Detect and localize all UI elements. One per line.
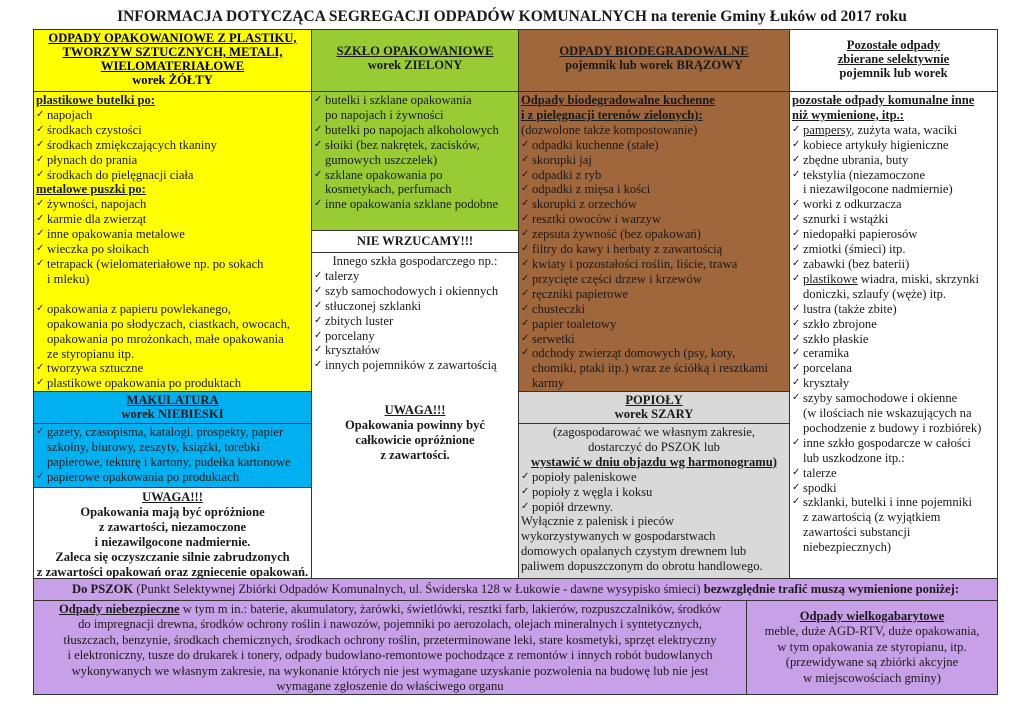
list-item-cont: opakowania po mrożonkach, małe opakowania <box>47 331 284 346</box>
blue-header-title: MAKULATURA <box>126 393 219 407</box>
list-item: ✓ skorupki jaj <box>521 153 787 168</box>
pszok-label: Do PSZOK <box>71 582 134 596</box>
grey-note: wykorzystywanych w gospodarstwach <box>521 529 716 544</box>
list-item-cont: pochodzenie z budowy i rozbiórek) <box>803 420 982 435</box>
brown-header <box>518 29 790 92</box>
list-item: ✓ kwiaty i pozostałości roślin, liście, trawa <box>521 257 787 272</box>
list-item: ✓ inne opakowania szklane podobne <box>314 197 516 212</box>
warning-line: z zawartości opakowań oraz zgniecenie opakowań. <box>36 564 309 579</box>
grey-intro-bold: wystawić w dniu objazdu wg harmonogramu) <box>531 454 777 469</box>
hazard-first-line <box>37 602 743 617</box>
grey-intro: (zagospodarować we własnym zakresie, <box>552 425 756 439</box>
list-item <box>792 272 995 287</box>
list-item: ✓ innych pojemników z zawartością <box>314 358 516 373</box>
list-item: ✓ resztki owoców i warzyw <box>521 212 787 227</box>
list-item-cont: opakowania po słodyczach, ciastkach, owocach, <box>47 316 291 331</box>
blue-header <box>33 391 312 424</box>
warning-line: Opakowania mają być opróżnione <box>80 504 265 519</box>
warning-title: UWAGA!!! <box>142 490 203 504</box>
yellow-header <box>33 29 312 92</box>
grey-header <box>518 391 790 424</box>
hazard-line: wykonywanych we własnym zakresie, na wykonanie których nie jest wymagane uzyskanie pozwolenia na budowę lub nie jest <box>71 663 709 678</box>
list-item: ✓ papierowe opakowania po produktach <box>36 470 309 485</box>
list-item: ✓ wieczka po słoikach <box>36 242 309 257</box>
list-item: ✓ opakowania z papieru powlekanego, <box>36 302 309 317</box>
list-item-cont: i mleku) <box>47 271 90 286</box>
warning-line: i niezawilgocone nadmiernie. <box>94 534 251 549</box>
list-item-cont: po napojach i żywności <box>325 107 444 122</box>
list-item-rest: , zużyta wata, waciki <box>851 122 958 137</box>
list-item: ✓ szklane opakowania po <box>314 168 516 183</box>
hazard-label: Odpady niebezpieczne <box>58 602 180 616</box>
other-header-title: zbierane selektywnie <box>837 52 950 66</box>
list-item: ✓ plastikowe opakowania po produktach <box>36 376 309 391</box>
green-content <box>311 91 519 231</box>
list-item: ✓ papier toaletowy <box>521 317 787 332</box>
bulky-cell <box>746 600 998 695</box>
list-item: ✓ butelki i szklane opakowania <box>314 93 516 108</box>
list-item: ✓ przycięte części drzew i krzewów <box>521 272 787 287</box>
brown-bag-label: pojemnik lub worek BRĄZOWY <box>565 58 743 72</box>
list-item-underlined: plastikowe <box>803 271 858 286</box>
brown-content <box>518 91 790 392</box>
other-section-text: ozostałe odpady komunalne inne <box>799 93 975 107</box>
list-item-cont: szkolny, biurowy, zeszyty, książki, torebki <box>47 439 260 454</box>
list-item: ✓ zbitych luster <box>314 314 516 329</box>
list-item: ✓ żywności, napojach <box>36 197 309 212</box>
green-bag-label: worek ZIELONY <box>367 58 463 72</box>
list-item: ✓ odchody zwierząt domowych (psy, koty, <box>521 346 787 361</box>
list-item-rest: wiadra, miski, skrzynki <box>857 271 979 286</box>
bulky-title: Odpady wielkogabarytowe <box>799 609 945 623</box>
pszok-row <box>33 578 998 601</box>
list-item: ✓ płynach do prania <box>36 153 309 168</box>
brown-intro: (dozwolone także kompostowanie) <box>521 122 698 137</box>
hazard-text: w tym m in.: baterie, akumulatory, żarówki, świetlówki, resztki farb, lakierów, rozpuszczalników, środków <box>179 602 722 616</box>
grey-note: paliwem dopuszczonym do obrotu handlowego. <box>521 559 763 574</box>
list-item: ✓ gazety, czasopisma, katalogi, prospekty, papier <box>36 425 309 440</box>
blue-content <box>33 423 312 488</box>
list-item: ✓ porcelany <box>314 329 516 344</box>
list-item: ✓ kobiece artykuły higieniczne <box>792 138 995 153</box>
list-item: ✓ niedopałki papierosów <box>792 227 995 242</box>
list-item: ✓ stłuczonej szklanki <box>314 299 516 314</box>
list-item: ✓ skorupki z orzechów <box>521 197 787 212</box>
other-section-first: p <box>792 93 800 107</box>
not-glass-content <box>311 252 519 579</box>
other-content <box>789 91 998 579</box>
list-item: ✓ odpadki z ryb <box>521 168 787 183</box>
warning-title: UWAGA!!! <box>384 403 446 418</box>
list-item: ✓ porcelana <box>792 361 995 376</box>
bulky-line: (przewidywane są zbiórki akcyjne <box>785 655 959 670</box>
list-item: ✓ słoiki (bez nakrętek, zacisków, <box>314 138 516 153</box>
hazard-cell <box>33 600 747 695</box>
warning-line: z zawartości, niezamoczone <box>98 519 247 534</box>
list-item-underlined: pampersy <box>803 122 852 137</box>
list-item: ✓ chusteczki <box>521 302 787 317</box>
warning-line: Zaleca się oczyszczanie silnie zabrudzonych <box>55 549 290 564</box>
list-item: ✓ odpadki z mięsa i kości <box>521 182 787 197</box>
list-item-cont: kosmetykach, perfumach <box>325 182 452 197</box>
brown-header-title: ODPADY BIODEGRADOWALNE <box>559 44 749 58</box>
other-section: niż wymienione, itp.: <box>792 107 904 122</box>
bulky-line: w miejscowościach gminy) <box>803 670 941 685</box>
grey-intro: dostarczyć do PSZOK lub <box>588 439 720 454</box>
green-header <box>311 29 519 92</box>
list-item-cont: (w ilościach nie wskazujących na <box>803 406 972 421</box>
grey-note: Wyłącznie z palenisk i pieców <box>521 514 675 529</box>
list-item: ✓ kryształów <box>314 343 516 358</box>
list-item: ✓ ceramika <box>792 346 995 361</box>
list-item: ✓ szklanki, butelki i inne pojemniki <box>792 495 995 510</box>
list-item: ✓ zmiotki (śmieci) itp. <box>792 242 995 257</box>
brown-section: i z pielęgnacji terenów zielonych): <box>521 107 703 122</box>
hazard-line: do impregnacji drewna, środków ochrony roślin i nawozów, pojemniki po aerozolach, olejach mineralnych i syntetycznych, <box>78 617 702 632</box>
list-item-cont: niebezpiecznych) <box>803 540 892 555</box>
warning-line: Opakowania powinny być <box>345 418 485 433</box>
list-item: ✓ spodki <box>792 481 995 496</box>
list-item: ✓ środkach do pielęgnacji ciała <box>36 168 309 183</box>
not-glass-intro: Innego szkła gospodarczego np.: <box>332 254 498 268</box>
page-title: INFORMACJA DOTYCZĄCA SEGREGACJI ODPADÓW KOMUNALNYCH na terenie Gminy Łuków od 2017 roku <box>117 8 907 25</box>
list-item: ✓ serwetki <box>521 332 787 347</box>
list-item: ✓ zepsuta żywność (bez opakowań) <box>521 227 787 242</box>
list-item: ✓ popioły z węgla i koksu <box>521 485 787 500</box>
list-item-cont: ze styropianu itp. <box>47 346 135 361</box>
list-item: ✓ inne opakowania metalowe <box>36 227 309 242</box>
list-item: ✓ kryształy <box>792 376 995 391</box>
list-item: ✓ szyb samochodowych i okiennych <box>314 284 516 299</box>
list-item: ✓ tworzywa sztuczne <box>36 361 309 376</box>
list-item: ✓ zbędne ubrania, buty <box>792 153 995 168</box>
list-item: ✓ lustra (także zbite) <box>792 302 995 317</box>
other-header <box>789 29 998 92</box>
list-item <box>792 123 995 138</box>
list-item-cont: i niezawilgocone nadmiernie) <box>803 182 953 197</box>
list-item: ✓ talerze <box>792 466 995 481</box>
grey-bag-label: worek SZARY <box>614 407 694 421</box>
other-header-title: Pozostałe odpady <box>846 38 941 52</box>
list-item-cont: chomiki, ptaki itp.) wraz ze ściółką i resztkami <box>532 361 769 376</box>
yellow-header-line: TWORZYW SZTUCZNYCH, METALI, <box>62 45 283 59</box>
list-item: ✓ tekstylia (niezamoczone <box>792 168 995 183</box>
warning-line: całkowicie opróżnione <box>355 433 475 448</box>
list-item: ✓ środkach zmiękczających tkaniny <box>36 138 309 153</box>
list-item: ✓ inne szkło gospodarcze w całości <box>792 436 995 451</box>
list-item-cont: z zawartością (z wyjątkiem <box>803 510 941 525</box>
list-item: ✓ odpadki kuchenne (stałe) <box>521 138 787 153</box>
list-item: ✓ karmie dla zwierząt <box>36 212 309 227</box>
hazard-line: tłuszczach, benzynie, środkach chemicznych, środkach ochrony roślin, przeterminowane leki, stare kosmetyki, sprzęt elektryczny <box>63 632 717 647</box>
yellow-content <box>33 91 312 392</box>
list-item: ✓ talerzy <box>314 269 516 284</box>
list-item: ✓ napojach <box>36 108 309 123</box>
list-item: ✓ szkło zbrojone <box>792 317 995 332</box>
list-item: ✓ butelki po napojach alkoholowych <box>314 123 516 138</box>
list-item: ✓ środkach czystości <box>36 123 309 138</box>
grey-note: domowych opalanych czystym drewnem lub <box>521 544 747 559</box>
pszok-emphasis: bezwzględnie trafić muszą wymienione poniżej: <box>703 582 960 596</box>
list-item-cont: doniczki, szlaufy (węże) itp. <box>803 286 947 301</box>
hazard-line: wymagane zgłoszenie do właściwego organu <box>276 679 504 694</box>
list-item: ✓ popiół drzewny. <box>521 500 787 515</box>
list-item: ✓ szkło płaskie <box>792 332 995 347</box>
bulky-line: w tym opakowania ze styropianu, itp. <box>777 639 967 654</box>
list-item: ✓ worki z odkurzacza <box>792 197 995 212</box>
list-item: ✓ ręczniki papierowe <box>521 287 787 302</box>
yellow-section-bottles: plastikowe butelki po: <box>36 93 155 107</box>
yellow-header-line: ODPADY OPAKOWANIOWE Z PLASTIKU, <box>48 31 297 45</box>
yellow-header-line: WIELOMATERIAŁOWE <box>100 59 245 73</box>
yellow-bag-label: worek ŻÓŁTY <box>132 73 213 87</box>
other-bag-label: pojemnik lub worek <box>839 66 948 80</box>
grey-content <box>518 423 790 579</box>
list-item: ✓ tetrapack (wielomateriałowe np. po sokach <box>36 257 309 272</box>
bulky-line: meble, duże AGD-RTV, duże opakowania, <box>764 624 980 639</box>
blue-warning <box>33 487 312 579</box>
warning-line: z zawartości. <box>380 447 450 462</box>
list-item-cont: zawartości substancji <box>803 525 911 540</box>
not-glass-title: NIE WRZUCAMY!!! <box>311 230 519 253</box>
blue-bag-label: worek NIEBIESKI <box>121 407 224 421</box>
list-item: ✓ szyby samochodowe i okienne <box>792 391 995 406</box>
list-item: ✓ sznurki i wstążki <box>792 212 995 227</box>
pszok-text: (Punkt Selektywnej Zbiórki Odpadów Komunalnych, ul. Świderska 128 w Łukowie - dawne wysypisko śmieci) <box>133 582 704 596</box>
list-item-cont: karmy <box>532 376 565 391</box>
list-item-cont: gumowych uszczelek) <box>325 152 438 167</box>
list-item-cont: papierowe, tekturę i kartony, pudełka kartonowe <box>47 454 291 469</box>
yellow-section-cans: metalowe puszki po: <box>36 182 146 197</box>
list-item: ✓ filtry do kawy i herbaty z zawartością <box>521 242 787 257</box>
other-section <box>792 93 995 108</box>
grey-header-title: POPIOŁY <box>625 393 683 407</box>
list-item: ✓ popioły paleniskowe <box>521 470 787 485</box>
list-item-cont: lub uszkodzone itp.: <box>803 450 905 465</box>
brown-section: Odpady biodegradowalne kuchenne <box>521 93 715 107</box>
green-header-title: SZKŁO OPAKOWANIOWE <box>336 44 494 58</box>
list-item: ✓ zabawki (bez baterii) <box>792 257 995 272</box>
hazard-line: i elektroniczny, tusze do drukarek i tonery, odpady budowlano-remontowe pochodzące z remontów i innych robót budowlanych <box>67 648 713 663</box>
